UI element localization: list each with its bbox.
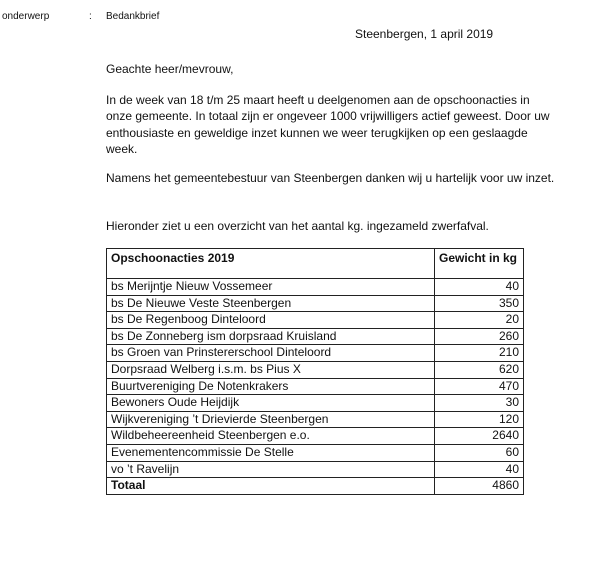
column-header-weight: Gewicht in kg xyxy=(435,249,524,279)
table-header-row xyxy=(107,249,524,279)
row-action-name: bs Merijntje Nieuw Vossemeer xyxy=(107,279,435,296)
table-row xyxy=(107,361,524,378)
subject-value: Bedankbrief xyxy=(106,11,160,22)
paragraph-1: In de week van 18 t/m 25 maart heeft u deelgenomen aan de opschoonacties in onze gemeente. In totaal zijn er ongeveer 1000 vrijwilligers actief geweest. Door uw enthousiaste en geweldige inzet kunnen we weer terugkijken op een geslaagde week. xyxy=(106,93,550,157)
row-action-name: bs De Zonneberg ism dorpsraad Kruisland xyxy=(107,328,435,345)
paragraph-2: Namens het gemeentebestuur van Steenbergen danken wij u hartelijk voor uw inzet. xyxy=(106,171,555,185)
row-weight: 470 xyxy=(435,378,524,395)
row-action-name: Bewoners Oude Heijdijk xyxy=(107,395,435,412)
row-weight: 60 xyxy=(435,444,524,461)
row-weight: 2640 xyxy=(435,428,524,445)
subject-label: onderwerp xyxy=(2,11,50,22)
table-row xyxy=(107,312,524,329)
table-row xyxy=(107,279,524,296)
date-line: Steenbergen, 1 april 2019 xyxy=(355,27,494,41)
row-action-name: Buurtvereniging De Notenkrakers xyxy=(107,378,435,395)
table-row xyxy=(107,461,524,478)
row-weight: 30 xyxy=(435,395,524,412)
row-action-name: Wildbeheereenheid Steenbergen e.o. xyxy=(107,428,435,445)
table-row xyxy=(107,378,524,395)
row-action-name: Evenementencommissie De Stelle xyxy=(107,444,435,461)
row-action-name: bs Groen van Prinstererschool Dinteloord xyxy=(107,345,435,362)
row-weight: 260 xyxy=(435,328,524,345)
salutation: Geachte heer/mevrouw, xyxy=(106,62,234,76)
row-weight: 20 xyxy=(435,312,524,329)
overview-table xyxy=(106,248,524,495)
paragraph-3: Hieronder ziet u een overzicht van het aantal kg. ingezameld zwerfafval. xyxy=(106,219,489,233)
table-row xyxy=(107,428,524,445)
row-weight: 120 xyxy=(435,411,524,428)
row-weight: 210 xyxy=(435,345,524,362)
table-body xyxy=(107,279,524,495)
table-row xyxy=(107,295,524,312)
row-weight: 620 xyxy=(435,361,524,378)
total-row xyxy=(107,478,524,495)
column-header-actions: Opschoonacties 2019 xyxy=(107,249,435,279)
total-weight: 4860 xyxy=(435,478,524,495)
table-row xyxy=(107,328,524,345)
row-action-name: Wijkvereniging ’t Drievierde Steenbergen xyxy=(107,411,435,428)
row-weight: 40 xyxy=(435,461,524,478)
table-row xyxy=(107,345,524,362)
subject-colon: : xyxy=(89,11,92,22)
row-action-name: Dorpsraad Welberg i.s.m. bs Pius X xyxy=(107,361,435,378)
table-row xyxy=(107,395,524,412)
table-row xyxy=(107,444,524,461)
total-label: Totaal xyxy=(107,478,435,495)
row-weight: 350 xyxy=(435,295,524,312)
table-row xyxy=(107,411,524,428)
row-action-name: bs De Regenboog Dinteloord xyxy=(107,312,435,329)
row-action-name: vo ’t Ravelijn xyxy=(107,461,435,478)
row-action-name: bs De Nieuwe Veste Steenbergen xyxy=(107,295,435,312)
row-weight: 40 xyxy=(435,279,524,296)
